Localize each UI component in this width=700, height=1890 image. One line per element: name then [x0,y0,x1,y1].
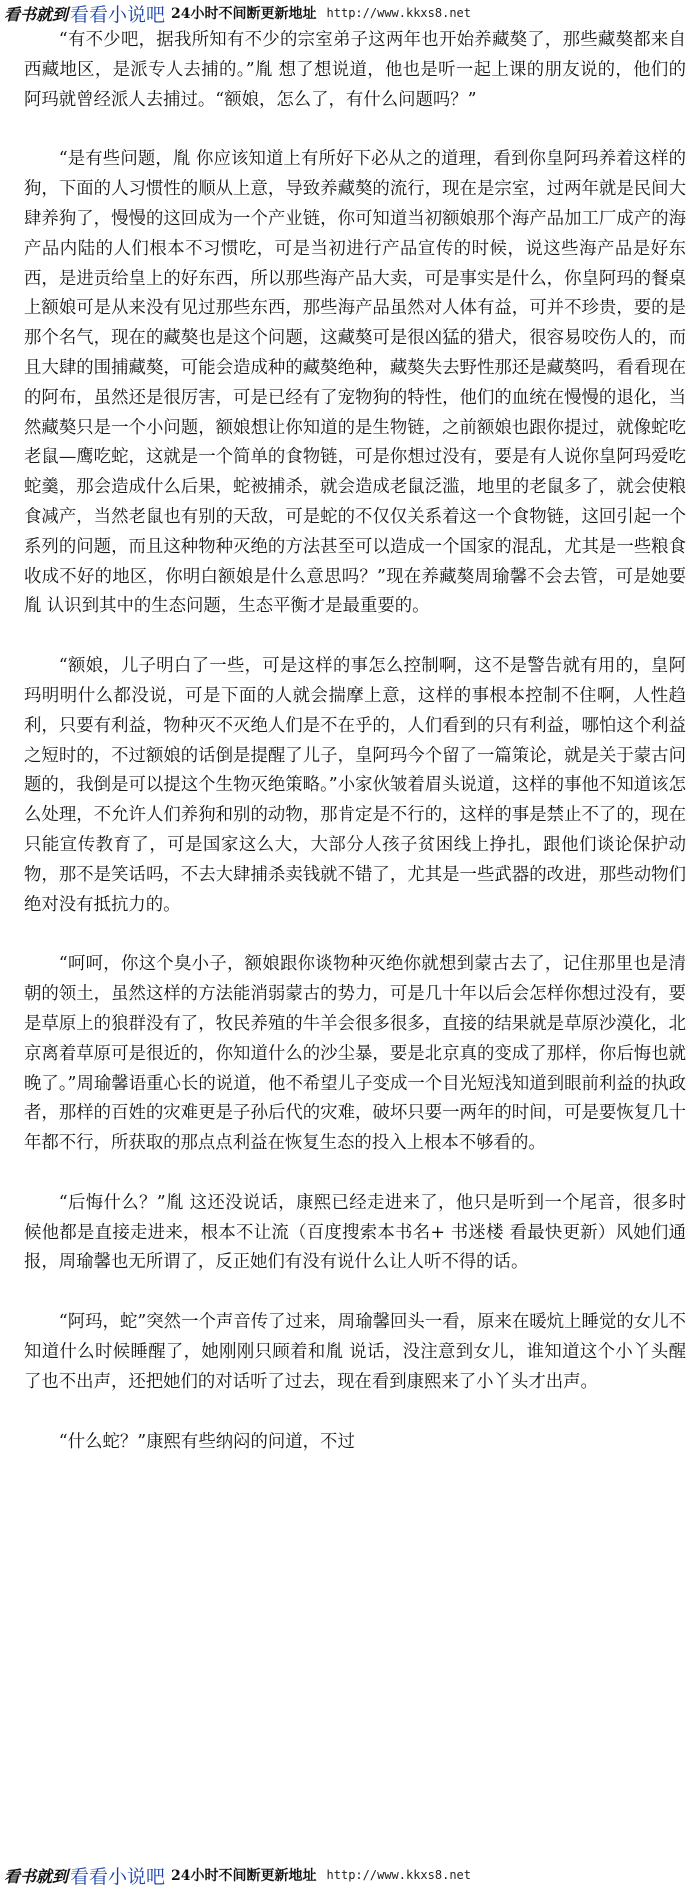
banner-slogan: 24小时不间断更新地址 [171,1868,317,1884]
chapter-content [0,26,700,1487]
paragraph-4: “呵呵，你这个臭小子，额娘跟你谈物种灭绝你就想到蒙古去了，记住那里也是清朝的领土，虽然这样的方法能消弱蒙古的势力，可是几十年以后会怎样你想过没有，要是草原上的狼群没有了，牧民养殖的牛羊会很多很多，直接的结果就是草原沙漠化，北京离着草原可是很近的，你知道什么的沙尘暴，要是北京真的变成了那样，你后悔也就晚了。”周瑜馨语重心长的说道，他不希望儿子变成一个目光短浅知道到眼前利益的执政者，那样的百姓的灾难更是子孙后代的灾难，破坏只要一两年的时间，可是要恢复几十年都不行，所获取的那点点利益在恢复生态的投入上根本不够看的。 [24,954,686,1154]
banner-site-name: 看看小说吧 [70,1865,166,1888]
header-banner [0,0,700,26]
paragraph-5: “后悔什么？”胤 这还没说话，康熙已经走进来了，他只是听到一个尾音，很多时候他都是直接走进来，根本不让流（百度搜索本书名+ 书迷楼 看最快更新）风她们通报，周瑜馨也无所谓了，反正她们有没有说什么让人听不得的话。 [24,1192,686,1273]
paragraph-6: “阿玛，蛇”突然一个声音传了过来，周瑜馨回头一看，原来在暖炕上睡觉的女儿不知道什么时候睡醒了，她刚刚只顾着和胤 说话，没注意到女儿，谁知道这个小丫头醒了也不出声，还把她们的对话听了过去，现在看到康熙来了小丫头才出声。 [24,1312,686,1392]
banner-lead-text: 看书就到 [4,4,69,24]
paragraph-1: “有不少吧，据我所知有不少的宗室弟子这两年也开始养藏獒了，那些藏獒都来自西藏地区，是派专人去捕的。”胤 想了想说道，他也是听一起上课的朋友说的，他们的阿玛就曾经派人去捕过。“额娘，怎么了，有什么问题吗？” [24,30,686,110]
banner-site-name: 看看小说吧 [70,3,166,26]
footer-banner [0,1862,700,1888]
banner-url: http://www.kkxs8.net [326,1868,472,1882]
paragraph-2: “是有些问题，胤 你应该知道上有所好下必从之的道理，看到你皇阿玛养着这样的狗，下面的人习惯性的顺从上意，导致养藏獒的流行，现在是宗室，过两年就是民间大肆养狗了，慢慢的这回成为一个产业链，你可知道当初额娘那个海产品加工厂成产的海产品内陆的人们根本不习惯吃，可是当初进行产品宣传的时候，说这些海产品是好东西，是进贡给皇上的好东西，所以那些海产品大卖，可是事实是什么，你皇阿玛的餐桌上额娘可是从来没有见过那些东西，那些海产品虽然对人体有益，可并不珍贵，要的是那个名气，现在的藏獒也是这个问题，这藏獒可是很凶猛的猎犬，很容易咬伤人的，而且大肆的围捕藏獒，可能会造成种的藏獒绝种，藏獒失去野性那还是藏獒吗，看看现在的阿布，虽然还是很厉害，可是已经有了宠物狗的特性，他们的血统在慢慢的退化，当然藏獒只是一个小问题，额娘想让你知道的是生物链，之前额娘也跟你提过，就像蛇吃老鼠—鹰吃蛇，这就是一个简单的食物链，可是你想过没有，要是有人说你皇阿玛爱吃蛇羹，那会造成什么后果，蛇被捕杀，就会造成老鼠泛滥，地里的老鼠多了，就会使粮食减产，当然老鼠也有别的天敌，可是蛇的不仅仅关系着这一个食物链，这回引起一个系列的问题，而且这种物种灭绝的方法甚至可以造成一个国家的混乱，尤其是一些粮食收成不好的地区，你明白额娘是什么意思吗？”现在养藏獒周瑜馨不会去管，可是她要胤 认识到其中的生态问题，生态平衡才是最重要的。 [24,149,686,617]
paragraph-3: “额娘，儿子明白了一些，可是这样的事怎么控制啊，这不是警告就有用的，皇阿玛明明什么都没说，可是下面的人就会揣摩上意，这样的事根本控制不住啊，人性趋利，只要有利益，物种灭不灭绝人们是不在乎的，人们看到的只有利益，哪怕这个利益之短时的，不过额娘的话倒是提醒了儿子，皇阿玛今个留了一篇策论，就是关于蒙古问题的，我倒是可以提这个生物灭绝策略。”小家伙皱着眉头说道，这样的事他不知道该怎么处理，不允许人们养狗和别的动物，那肯定是不行的，这样的事是禁止不了的，现在只能宣传教育了，可是国家这么大，大部分人孩子贫困线上挣扎，跟他们谈论保护动物，那不是笑话吗，不去大肆捕杀卖钱就不错了，尤其是一些武器的改进，那些动物们绝对没有抵抗力的。 [24,656,686,915]
banner-slogan: 24小时不间断更新地址 [171,6,317,22]
banner-lead-text: 看书就到 [4,1866,69,1886]
banner-url: http://www.kkxs8.net [326,6,472,20]
paragraph-7: “什么蛇？”康熙有些纳闷的问道，不过 [58,1431,355,1452]
